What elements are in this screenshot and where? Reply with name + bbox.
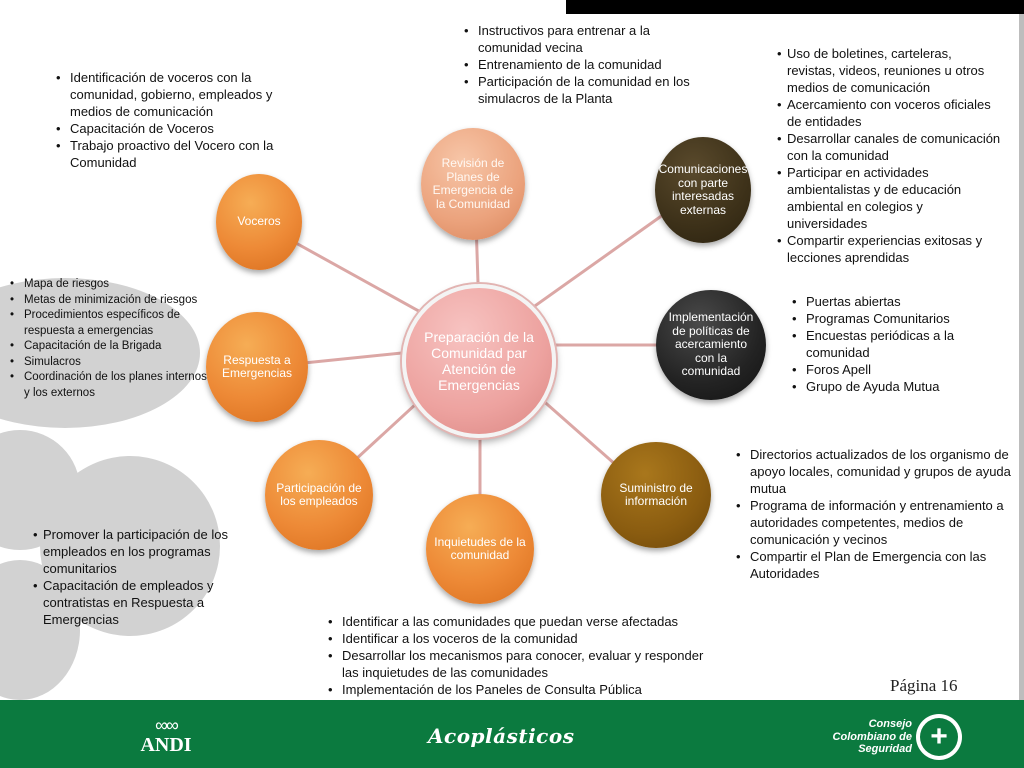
- list-item: • Identificar a los voceros de la comunidad: [324, 630, 716, 647]
- node-revision: [421, 128, 525, 240]
- node-inquietudes-label: Inquietudes de la comunidad: [434, 534, 526, 562]
- list-item: • Compartir el Plan de Emergencia con las Autoridades: [732, 548, 1017, 582]
- bullets-implementacion: [788, 293, 988, 395]
- node-suministro-label: Suministro de información: [619, 480, 693, 508]
- list-item: • Mapa de riesgos: [4, 277, 214, 293]
- center-node: [402, 284, 556, 438]
- list-item: • Entrenamiento de la comunidad: [460, 56, 695, 73]
- list-item: • Programa de información y entrenamiento a autoridades competentes, medios de comunicación y vecinos: [732, 497, 1017, 548]
- node-suministro: [601, 442, 711, 548]
- bullets-revision: [460, 22, 695, 107]
- list-item: • Participación de la comunidad en los simulacros de la Planta: [460, 73, 695, 107]
- node-voceros: [216, 174, 302, 270]
- bullets-voceros: [52, 69, 302, 171]
- list-item: • Capacitación de la Brigada: [4, 339, 214, 355]
- list-item: • Metas de minimización de riesgos: [4, 293, 214, 309]
- list-item: • Desarrollar canales de comunicación con la comunidad: [777, 130, 1002, 164]
- list-item: • Directorios actualizados de los organismo de apoyo locales, comunidad y grupos de ayuda mutua: [732, 446, 1017, 497]
- list-item: • Implementación de los Paneles de Consulta Pública: [324, 681, 716, 698]
- node-voceros-label: Voceros: [237, 214, 281, 229]
- ccs-logo-text: Consejo Colombiano de Seguridad: [832, 718, 912, 755]
- center-node-label: Preparación de la Comunidad par Atención de Emergencias: [424, 329, 534, 393]
- node-comunicaciones-label: Comunicaciones con parte interesadas externas: [658, 162, 748, 217]
- list-item: • Programas Comunitarios: [788, 310, 988, 327]
- andi-logo-text: ANDI: [140, 734, 192, 756]
- bullets-respuesta: [4, 277, 214, 401]
- andi-loops-icon: ∞∞: [155, 715, 177, 735]
- list-item: • Desarrollar los mecanismos para conocer, evaluar y responder las inquietudes de las comunidades: [324, 647, 716, 681]
- list-item: • Puertas abiertas: [788, 293, 988, 310]
- list-item: • Instructivos para entrenar a la comunidad vecina: [460, 22, 695, 56]
- bullets-inquietudes: [324, 613, 716, 698]
- list-item: • Foros Apell: [788, 361, 988, 378]
- node-participacion: [265, 440, 373, 550]
- andi-logo: [130, 716, 202, 760]
- list-item: • Coordinación de los planes internos y los externos: [4, 370, 214, 401]
- bullets-comunicaciones: [777, 45, 1002, 266]
- list-item: • Procedimientos específicos de respuesta a emergencias: [4, 308, 214, 339]
- list-item: • Uso de boletines, carteleras, revistas, videos, reuniones u otros medios de comunicación: [777, 45, 1002, 96]
- list-item: • Identificación de voceros con la comunidad, gobierno, empleados y medios de comunicación: [52, 69, 302, 120]
- list-item: • Encuestas periódicas a la comunidad: [788, 327, 988, 361]
- list-item: • Compartir experiencias exitosas y lecciones aprendidas: [777, 232, 1002, 266]
- page-number: Página 16: [890, 676, 958, 695]
- list-item: • Participar en actividades ambientalistas y de educación ambiental en colegios y universidades: [777, 164, 1002, 232]
- node-respuesta: [206, 312, 308, 422]
- node-comunicaciones: [655, 137, 751, 243]
- list-item: • Trabajo proactivo del Vocero con la Comunidad: [52, 137, 302, 171]
- node-respuesta-label: Respuesta a Emergencias: [221, 352, 293, 380]
- acoplasticos-logo: Acoplásticos: [428, 724, 575, 748]
- list-item: • Capacitación de empleados y contratistas en Respuesta a Emergencias: [33, 577, 263, 628]
- node-implementacion: [656, 290, 766, 400]
- list-item: • Acercamiento con voceros oficiales de entidades: [777, 96, 1002, 130]
- list-item: • Capacitación de Voceros: [52, 120, 302, 137]
- list-item: • Identificar a las comunidades que puedan verse afectadas: [324, 613, 716, 630]
- node-implementacion-label: Implementación de políticas de acercamiento con la comunidad: [668, 310, 754, 379]
- bullets-suministro: [732, 446, 1017, 582]
- ccs-cross-icon: +: [916, 714, 962, 760]
- node-inquietudes: [426, 494, 534, 604]
- node-revision-label: Revisión de Planes de Emergencia de la Comunidad: [432, 156, 514, 211]
- bullets-participacion: [33, 526, 263, 628]
- list-item: • Simulacros: [4, 355, 214, 371]
- node-participacion-label: Participación de los empleados: [276, 480, 362, 508]
- list-item: • Promover la participación de los empleados en los programas comunitarios: [33, 526, 263, 577]
- list-item: • Grupo de Ayuda Mutua: [788, 378, 988, 395]
